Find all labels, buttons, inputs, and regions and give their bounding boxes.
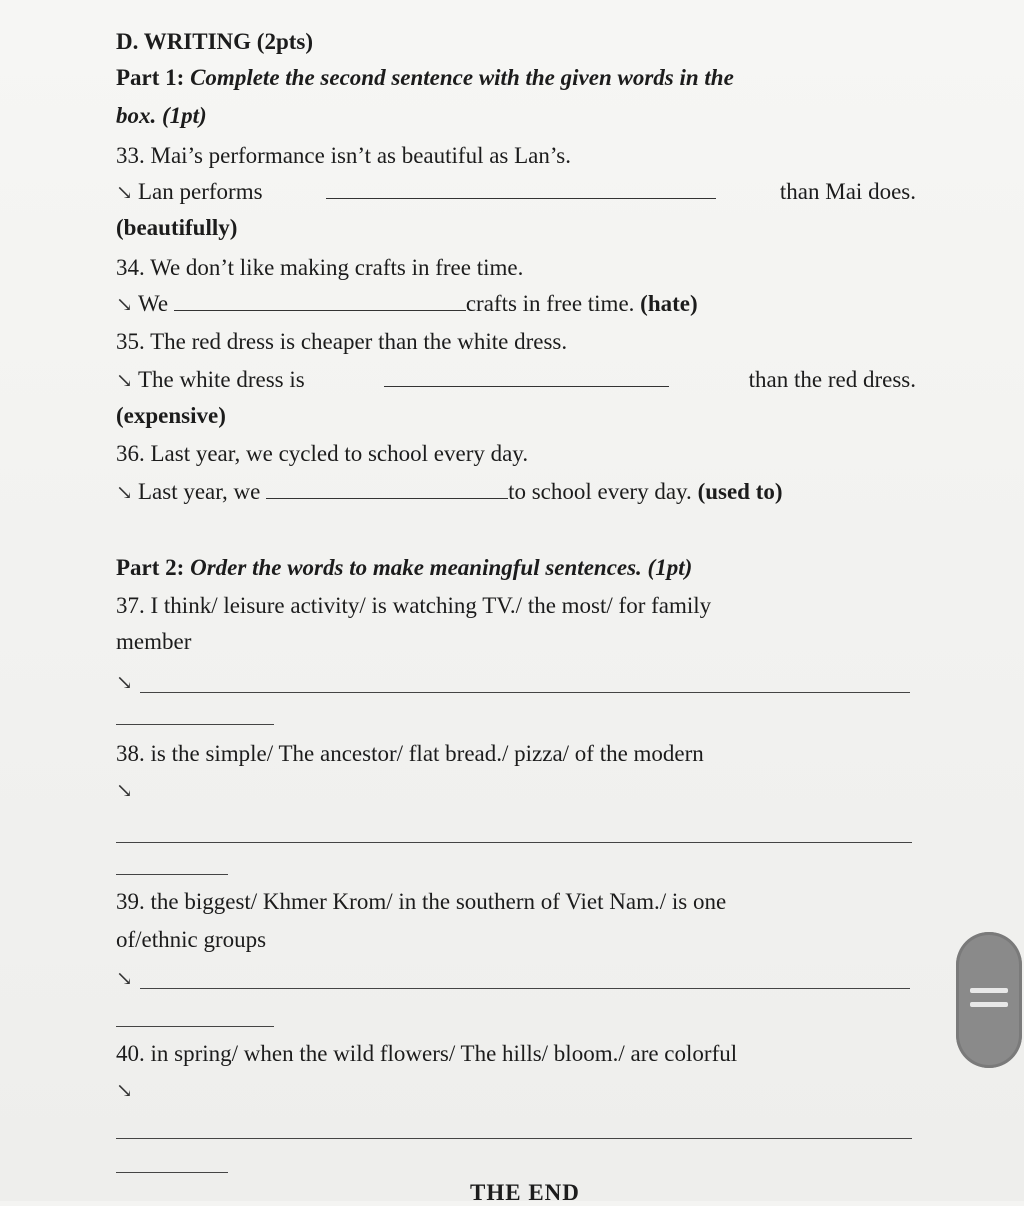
answer-36-row xyxy=(116,478,916,507)
arrow-icon: ↘ xyxy=(116,370,133,392)
part1-instruction-line2: box. (1pt) xyxy=(116,103,207,128)
hint-36: (used to) xyxy=(697,479,783,504)
question-35: 35. The red dress is cheaper than the white dress. xyxy=(116,329,568,354)
hint-34: (hate) xyxy=(640,291,698,316)
part1-instruction-line1: Complete the second sentence with the given words in the xyxy=(190,65,734,90)
part2-instruction: Part 2: Order the words to make meaningful sentences. (1pt) xyxy=(116,555,693,580)
answer-37-line[interactable] xyxy=(140,692,910,693)
arrow-icon: ↘ xyxy=(116,672,133,694)
scroll-handle[interactable] xyxy=(956,932,1022,1068)
answer-35-blank[interactable] xyxy=(384,368,669,387)
answer-34-blank[interactable] xyxy=(174,292,466,311)
answer-40-arrow xyxy=(116,1076,916,1105)
hint-35: (expensive) xyxy=(116,403,226,428)
answer-36-end: to school every day. xyxy=(508,479,692,504)
arrow-icon: ↘ xyxy=(116,182,133,204)
answer-34-row xyxy=(116,290,916,319)
arrow-icon: ↘ xyxy=(116,294,133,316)
arrow-icon: ↘ xyxy=(116,968,133,990)
arrow-icon: ↘ xyxy=(116,1080,133,1102)
answer-33-row xyxy=(116,178,916,207)
answer-37-line-cont[interactable] xyxy=(116,724,274,725)
arrow-icon: ↘ xyxy=(116,482,133,504)
question-37-line1 xyxy=(116,592,916,620)
hint-33: (beautifully) xyxy=(116,215,238,240)
answer-39-line[interactable] xyxy=(140,988,910,989)
answer-34-start: We xyxy=(138,291,169,316)
answer-38-line[interactable] xyxy=(116,842,912,843)
the-end-footer: THE END xyxy=(470,1180,580,1205)
answer-38-arrow xyxy=(116,776,916,805)
answer-35-end: than the red dress. xyxy=(748,367,916,392)
part1-label: Part 1 xyxy=(116,65,177,90)
question-39-line2: of/ethnic groups xyxy=(116,927,267,952)
question-37-line2: member xyxy=(116,629,192,654)
question-34: 34. We don’t like making crafts in free time. xyxy=(116,255,524,280)
section-title: D. WRITING (2pts) xyxy=(116,29,314,54)
question-40: 40. in spring/ when the wild flowers/ The hills/ bloom./ are colorful xyxy=(116,1041,738,1066)
handle-grip-icon xyxy=(970,988,1008,993)
answer-40-line[interactable] xyxy=(116,1138,912,1139)
part2-instruction-text: Order the words to make meaningful sentences. (1pt) xyxy=(190,555,693,580)
part1-instruction: Part 1: Complete the second sentence with the given words in the xyxy=(116,65,734,90)
part2-label: Part 2 xyxy=(116,555,177,580)
answer-35-row xyxy=(116,366,916,395)
answer-40-line-cont[interactable] xyxy=(116,1172,228,1173)
question-39-line1: 39. the biggest/ Khmer Krom/ in the southern of Viet Nam./ is one xyxy=(116,889,727,914)
arrow-icon: ↘ xyxy=(116,780,133,802)
question-36: 36. Last year, we cycled to school every day. xyxy=(116,441,529,466)
answer-33-end: than Mai does. xyxy=(779,179,916,204)
handle-grip-icon xyxy=(970,1002,1008,1007)
question-33: 33. Mai’s performance isn’t as beautiful as Lan’s. xyxy=(116,143,571,168)
answer-38-line-cont[interactable] xyxy=(116,874,228,875)
question-38: 38. is the simple/ The ancestor/ flat bread./ pizza/ of the modern xyxy=(116,741,704,766)
answer-33-start: Lan performs xyxy=(138,179,263,204)
question-37-text: 37. I think/ leisure activity/ is watching TV./ the most/ for family xyxy=(116,593,712,618)
answer-35-start: The white dress is xyxy=(138,367,305,392)
answer-34-end: crafts in free time. xyxy=(465,291,635,316)
answer-36-blank[interactable] xyxy=(266,480,508,499)
answer-36-start: Last year, we xyxy=(138,479,261,504)
answer-39-line-cont[interactable] xyxy=(116,1026,274,1027)
answer-33-blank[interactable] xyxy=(326,180,716,199)
